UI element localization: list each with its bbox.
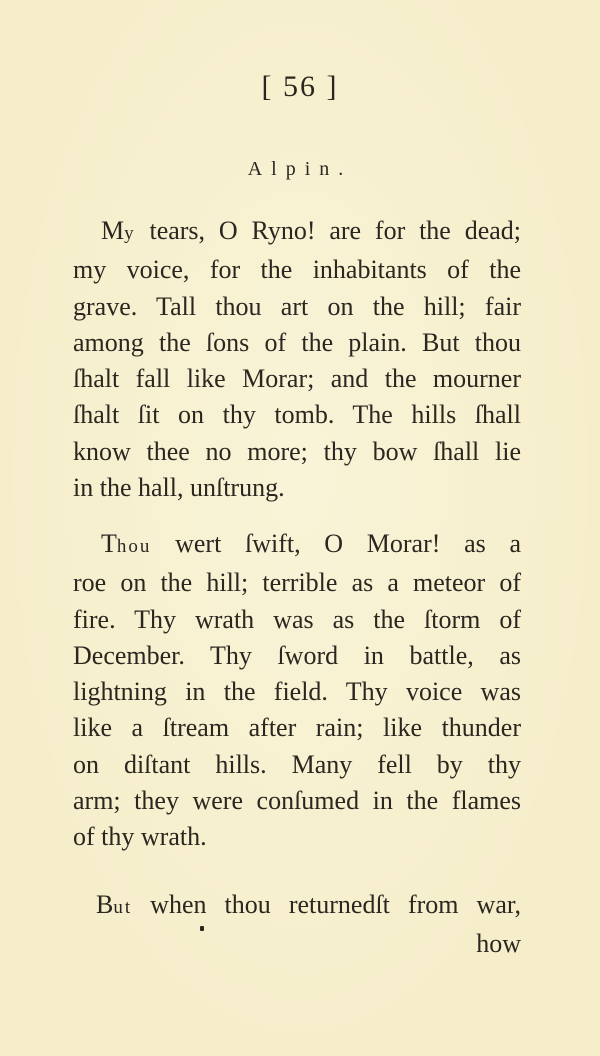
text-line: grave. Tall thou art on the hill; fair <box>73 291 521 321</box>
paragraph-3 <box>73 887 521 963</box>
text-line: among the ſons of the plain. But thou <box>73 327 521 357</box>
drop-initial: T <box>101 529 117 558</box>
text-line: fire. Thy wrath was as the ſtorm of <box>73 604 521 634</box>
drop-initial: M <box>101 216 125 245</box>
small-caps-lead: y <box>124 223 136 244</box>
first-line-text: tears, O Ryno! are for the dead; <box>135 216 521 245</box>
text-line: roe on the hill; terrible as a meteor of <box>73 568 521 598</box>
text-line: ſhalt ſit on thy tomb. The hills ſhall <box>73 400 521 430</box>
paragraph-2 <box>73 526 521 856</box>
text-line: of thy wrath. <box>73 822 207 852</box>
catchword: how <box>476 929 521 959</box>
text-line <box>73 526 521 565</box>
section-title: Alpin. <box>247 158 353 180</box>
text-line: my voice, for the inhabitants of the <box>73 255 521 285</box>
text-line: on diſtant hills. Many fell by thy <box>73 749 521 779</box>
text-line <box>73 213 521 252</box>
page-number: [ 56 ] <box>261 70 339 103</box>
text-line: in the hall, unſtrung. <box>73 473 285 503</box>
text-line <box>73 887 521 926</box>
paragraph-1 <box>73 213 521 506</box>
text-line: lightning in the field. Thy voice was <box>73 677 521 707</box>
text-line: like a ſtream after rain; like thunder <box>73 713 521 743</box>
drop-initial: B <box>96 890 114 919</box>
small-caps-lead: ut <box>113 897 133 918</box>
first-line-text: when thou returnedſt from war, <box>132 890 521 919</box>
text-line: December. Thy ſword in battle, as <box>73 640 521 670</box>
small-caps-lead: hou <box>116 536 152 557</box>
text-line: ſhalt fall like Morar; and the mourner <box>73 364 521 394</box>
text-line: know thee no more; thy bow ſhall lie <box>73 436 521 466</box>
first-line-text: wert ſwift, O Morar! as a <box>151 529 521 558</box>
text-line: arm; they were conſumed in the flames <box>73 786 521 816</box>
printer-mark <box>200 926 204 931</box>
